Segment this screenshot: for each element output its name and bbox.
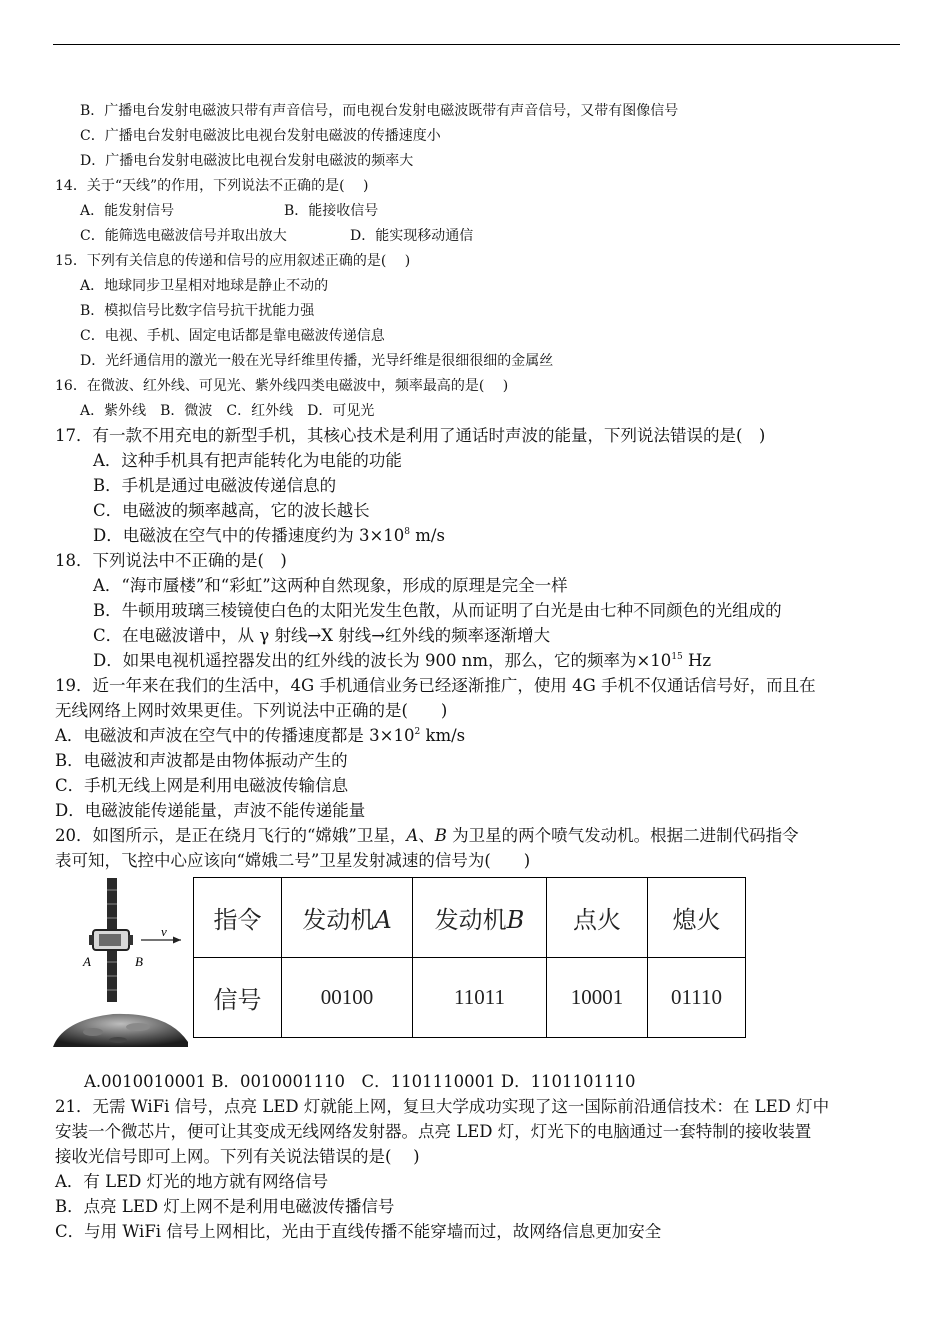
q21-stem-line3: 接收光信号即可上网。下列有关说法错误的是( ) (55, 1147, 420, 1166)
q15-option-d: D．光纤通信用的激光一般在光导纤维里传播，光导纤维是很细很细的金属丝 (80, 353, 554, 369)
q19-stem-line1: 19．近一年来在我们的生活中，4G 手机通信业务已经逐渐推广，使用 4G 手机不仅通话信号好，而且在 (55, 676, 816, 695)
q21-stem-line2: 安装一个微芯片，便可让其变成无线网络发射器。点亮 LED 灯，灯光下的电脑通过一套特制的接收装置 (55, 1122, 812, 1141)
table-cell: 熄火 (648, 878, 746, 958)
q13-option-d: D．广播电台发射电磁波比电视台发射电磁波的频率大 (80, 153, 414, 169)
q13-option-b: B．广播电台发射电磁波只带有声音信号，而电视台发射电磁波既带有声音信号，又带有图像信号 (80, 103, 679, 119)
table-cell: 点火 (547, 878, 648, 958)
q19-option-d: D．电磁波能传递能量，声波不能传递能量 (55, 801, 366, 820)
q18-option-a: A．“海市蜃楼”和“彩虹”这两种自然现象，形成的原理是完全一样 (93, 576, 568, 595)
table-cell: 信号 (194, 958, 282, 1038)
table-cell: 10001 (547, 958, 648, 1038)
q19-option-c: C．手机无线上网是利用电磁波传输信息 (55, 776, 349, 795)
q18-option-c: C．在电磁波谱中，从 γ 射线→X 射线→红外线的频率逐渐增大 (93, 626, 551, 645)
q19-option-b: B．电磁波和声波都是由物体振动产生的 (55, 751, 348, 770)
table-cell: 01110 (648, 958, 746, 1038)
q17-option-a: A．这种手机具有把声能转化为电能的功能 (93, 451, 402, 470)
q15-option-a: A．地球同步卫星相对地球是静止不动的 (80, 278, 329, 294)
satellite-figure (53, 872, 188, 1047)
q17-option-d: D．电磁波在空气中的传播速度约为 $3\times 10^8$ m/s (93, 526, 445, 545)
q15-option-b: B．模拟信号比数字信号抗干扰能力强 (80, 303, 315, 319)
q19-stem-line2: 无线网络上网时效果更佳。下列说法中正确的是( ) (55, 701, 448, 720)
q14-option-c: C．能筛选电磁波信号并取出放大 (80, 228, 287, 244)
q18-option-b: B．牛顿用玻璃三棱镜使白色的太阳光发生色散，从而证明了白光是由七种不同颜色的光组成的 (93, 601, 782, 620)
q20-stem-line1: 20．如图所示，是正在绕月飞行的“嫦娥”卫星，A、B 为卫星的两个喷气发动机。根据二进制代码指令 (55, 826, 799, 845)
q21-stem-line1: 21．无需 WiFi 信号，点亮 LED 灯就能上网，复旦大学成功实现了这一国际前沿通信技术：在 LED 灯中 (55, 1097, 830, 1116)
table-cell: 11011 (413, 958, 547, 1038)
table-cell: 发动机A (282, 878, 413, 958)
q15-option-c: C．电视、手机、固定电话都是靠电磁波传递信息 (80, 328, 385, 344)
q14-option-b: B．能接收信号 (284, 203, 379, 219)
q19-option-a: A．电磁波和声波在空气中的传播速度都是 $3\times 10^2$ km/s (55, 726, 466, 745)
q21-option-b: B．点亮 LED 灯上网不是利用电磁波传播信号 (55, 1197, 395, 1216)
q16-stem: 16．在微波、红外线、可见光、紫外线四类电磁波中，频率最高的是( ) (55, 378, 509, 394)
table-cell: 00100 (282, 958, 413, 1038)
q18-stem: 18．下列说法中不正确的是( ) (55, 551, 287, 570)
engine-a-label: A (83, 954, 91, 969)
q17-option-c: C．电磁波的频率越高，它的波长越长 (93, 501, 370, 520)
q14-option-a: A．能发射信号 (80, 203, 175, 219)
q14-option-d: D．能实现移动通信 (350, 228, 474, 244)
q13-option-c: C．广播电台发射电磁波比电视台发射电磁波的传播速度小 (80, 128, 441, 144)
q20-stem-line2: 表可知，飞控中心应该向“嫦娥二号”卫星发射减速的信号为( ) (55, 851, 531, 870)
engine-b-label: B (135, 954, 143, 969)
q21-option-c: C．与用 WiFi 信号上网相比，光由于直线传播不能穿墙而过，故网络信息更加安全 (55, 1222, 662, 1241)
q16-options: A．紫外线 B．微波 C．红外线 D．可见光 (80, 403, 375, 419)
table-cell: 发动机B (413, 878, 547, 958)
command-code-table (193, 877, 746, 1038)
q17-option-b: B．手机是通过电磁波传递信息的 (93, 476, 337, 495)
table-row (194, 958, 746, 1038)
header-rule (53, 44, 900, 45)
satellite-icon (89, 878, 133, 1002)
table-header-row (194, 878, 746, 958)
q14-stem: 14．关于“天线”的作用，下列说法不正确的是( ) (55, 178, 369, 194)
q15-stem: 15．下列有关信息的传递和信号的应用叙述正确的是( ) (55, 253, 411, 269)
q18-option-d: D．如果电视机遥控器发出的红外线的波长为 900 nm，那么，它的频率为$\times 10^{15}$ Hz (93, 651, 712, 670)
q21-option-a: A．有 LED 灯光的地方就有网络信号 (55, 1172, 329, 1191)
q20-options: A.0010010001 B．0010001110 C．1101110001 D．1101101110 (84, 1072, 636, 1091)
table-cell: 指令 (194, 878, 282, 958)
velocity-label: v (161, 924, 167, 939)
q17-stem: 17．有一款不用充电的新型手机，其核心技术是利用了通话时声波的能量，下列说法错误的是( ) (55, 426, 766, 445)
